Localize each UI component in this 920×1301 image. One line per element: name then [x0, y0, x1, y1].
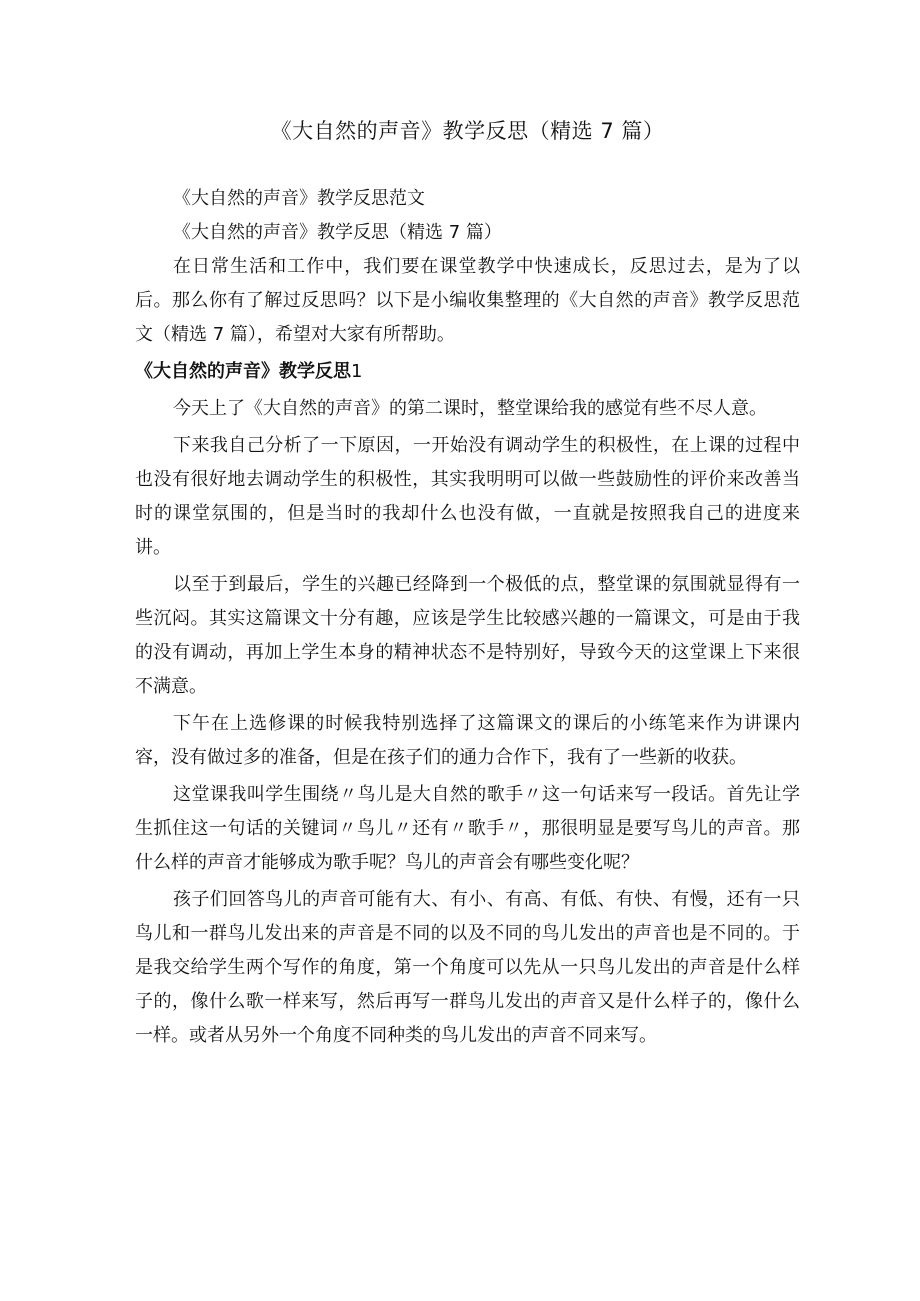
body-paragraph: 今天上了《大自然的声音》的第二课时，整堂课给我的感觉有些不尽人意。 — [173, 398, 767, 419]
document-body — [135, 116, 800, 1056]
subtitle-sample: 《大自然的声音》教学反思范文 — [173, 188, 425, 209]
body-paragraph: 这堂课我叫学生围绕〃鸟儿是大自然的歌手〃这一句话来写一段话。首先让学生抓住这一句话的关键词〃鸟儿〃还有〃歌手〃，那很明显是要写鸟儿的声音。那什么样的声音才能够成为歌手呢？鸟儿的声音会有哪些变化呢？ — [135, 784, 800, 873]
body-paragraph: 以至于到最后，学生的兴趣已经降到一个极低的点，整堂课的氛围就显得有一些沉闷。其实这篇课文十分有趣，应该是学生比较感兴趣的一篇课文，可是由于我的没有调动，再加上学生本身的精神状态不是特别好，导致今天的这堂课上下来很不满意。 — [135, 574, 800, 697]
subtitle-selection: 《大自然的声音》教学反思（精选 7 篇） — [173, 222, 502, 243]
intro-paragraph: 在日常生活和工作中，我们要在课堂教学中快速成长，反思过去，是为了以后。那么你有了解过反思吗？以下是小编收集整理的《大自然的声音》教学反思范文（精选 7 篇），希望对大家有所帮助。 — [135, 256, 800, 345]
section-number: 1 — [351, 361, 363, 382]
body-paragraph: 孩子们回答鸟儿的声音可能有大、有小、有高、有低、有快、有慢，还有一只鸟儿和一群鸟儿发出来的声音是不同的以及不同的鸟儿发出的声音也是不同的。于是我交给学生两个写作的角度，第一个角度可以先从一只鸟儿发出的声音是什么样子的，像什么歌一样来写，然后再写一群鸟儿发出的声音又是什么样子的，像什么一样。或者从另外一个角度不同种类的鸟儿发出的声音不同来写。 — [135, 889, 800, 1046]
body-paragraph: 下午在上选修课的时候我特别选择了这篇课文的课后的小练笔来作为讲课内容，没有做过多的准备，但是在孩子们的通力合作下，我有了一些新的收获。 — [135, 713, 800, 768]
section-heading-text: 《大自然的声音》教学反思 — [135, 361, 351, 382]
body-paragraph: 下来我自己分析了一下原因，一开始没有调动学生的积极性，在上课的过程中也没有很好地去调动学生的积极性，其实我明明可以做一些鼓励性的评价来改善当时的课堂氛围的，但是当时的我却什么也没有做，一直就是按照我自己的进度来讲。 — [135, 435, 800, 558]
section-heading — [135, 355, 800, 389]
document-title: 《大自然的声音》教学反思（精选 7 篇） — [270, 119, 665, 143]
